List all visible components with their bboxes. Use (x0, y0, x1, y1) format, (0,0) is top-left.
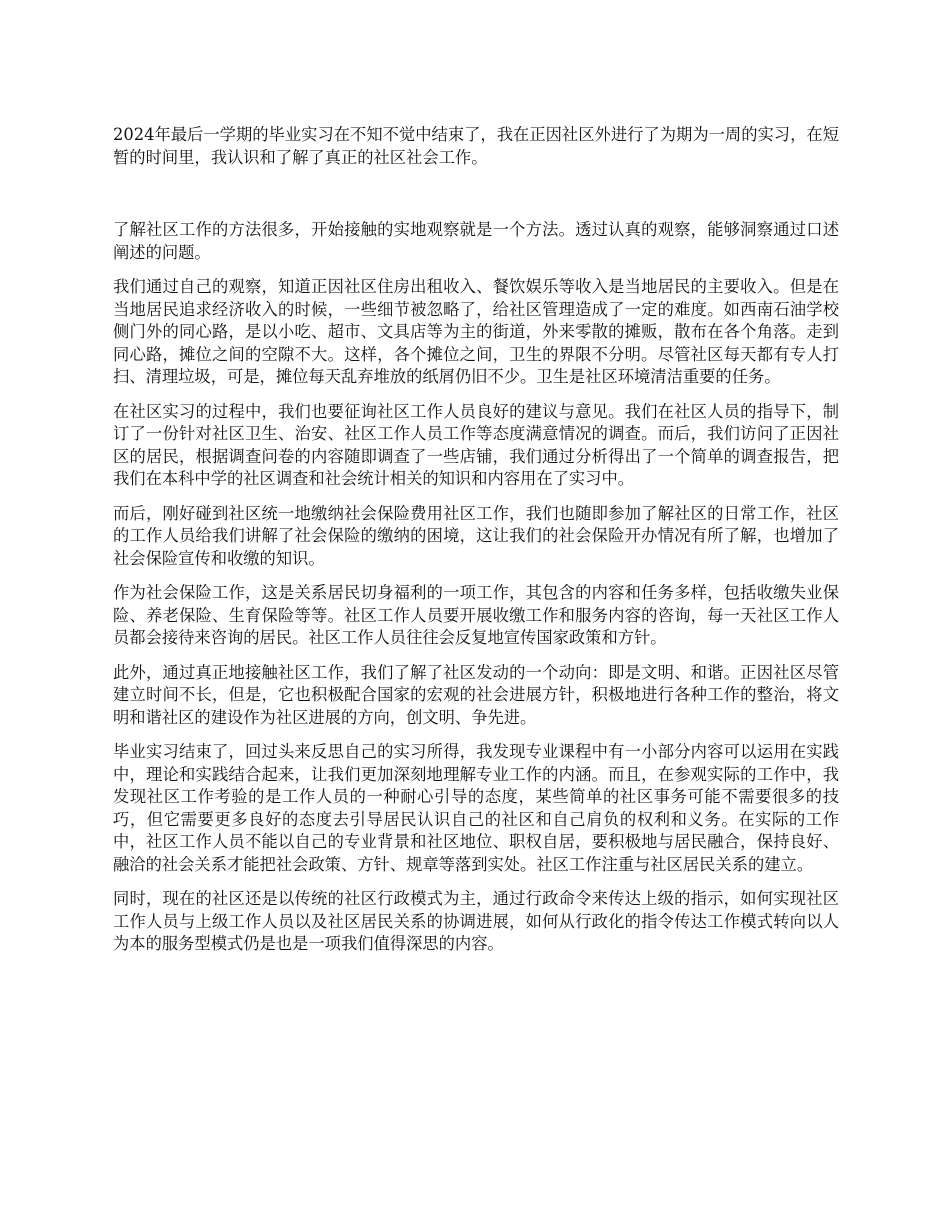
paragraph-conclusion: 同时，现在的社区还是以传统的社区行政模式为主，通过行政命令来传达上级的指示，如何实现社区工作人员与上级工作人员以及社区居民关系的协调进展，如何从行政化的指令传达工作模式转向以人为本的服务型模式仍是也是一项我们值得深思的内容。 (113, 889, 839, 953)
paragraph-insurance-work: 作为社会保险工作，这是关系居民切身福利的一项工作，其包含的内容和任务多样，包括收缴失业保险、养老保险、生育保险等等。社区工作人员要开展收缴工作和服务内容的咨询，每一天社区工作人员都会接待来咨询的居民。社区工作人员往往会反复地宣传国家政策和方针。 (113, 583, 839, 647)
paragraph-reflection: 毕业实习结束了，回过头来反思自己的实习所得，我发现专业课程中有一小部分内容可以运用在实践中，理论和实践结合起来，让我们更加深刻地理解专业工作的内涵。而且，在参观实际的工作中，我发现社区工作考验的是工作人员的一种耐心引导的态度，某些简单的社区事务可能不需要很多的技巧，但它需要更多良好的态度去引导居民认识自己的社区和自己肩负的权利和义务。在实际的工作中，社区工作人员不能以自己的专业背景和社区地位、职权自居，要积极地与居民融合，保持良好、融洽的社会关系才能把社会政策、方针、规章等落到实处。社区工作注重与社区居民关系的建立。 (113, 742, 839, 874)
paragraph-observation-findings: 我们通过自己的观察，知道正因社区住房出租收入、餐饮娱乐等收入是当地居民的主要收入。但是在当地居民追求经济收入的时候，一些细节被忽略了，给社区管理造成了一定的难度。如西南石油学校侧门外的同心路，是以小吃、超市、文具店等为主的街道，外来零散的摊贩，散布在各个角落。走到同心路，摊位之间的空隙不大。这样，各个摊位之间，卫生的界限不分明。尽管社区每天都有专人打扫、清理垃圾，可是，摊位每天乱弃堆放的纸屑仍旧不少。卫生是社区环境清洁重要的任务。 (113, 277, 839, 386)
paragraph-intro: 2024年最后一学期的毕业实习在不知不觉中结束了，我在正因社区外进行了为期为一周的实习，在短暂的时间里，我认识和了解了真正的社区社会工作。 (113, 125, 839, 167)
paragraph-social-insurance: 而后，刚好碰到社区统一地缴纳社会保险费用社区工作，我们也随即参加了解社区的日常工作，社区的工作人员给我们讲解了社会保险的缴纳的困境，这让我们的社会保险开办情况有所了解，也增加了社会保险宣传和收缴的知识。 (113, 503, 839, 568)
paragraph-civilization-harmony: 此外，通过真正地接触社区工作，我们了解了社区发动的一个动向：即是文明、和谐。正因社区尽管建立时间不长，但是，它也积极配合国家的宏观的社会进展方针，积极地进行各种工作的整治，将文明和谐社区的建设作为社区进展的方向，创文明、争先进。 (113, 662, 839, 727)
document-body (113, 124, 839, 968)
paragraph-observation-method: 了解社区工作的方法很多，开始接触的实地观察就是一个方法。透过认真的观察，能够洞察通过口述阐述的问题。 (113, 220, 839, 262)
paragraph-survey: 在社区实习的过程中，我们也要征询社区工作人员良好的建议与意见。我们在社区人员的指导下，制订了一份针对社区卫生、治安、社区工作人员工作等态度满意情况的调查。而后，我们访问了正因社区的居民，根据调查问卷的内容随即调查了一些店铺，我们通过分析得出了一个简单的调查报告，把我们在本科中学的社区调查和社会统计相关的知识和内容用在了实习中。 (113, 401, 839, 488)
